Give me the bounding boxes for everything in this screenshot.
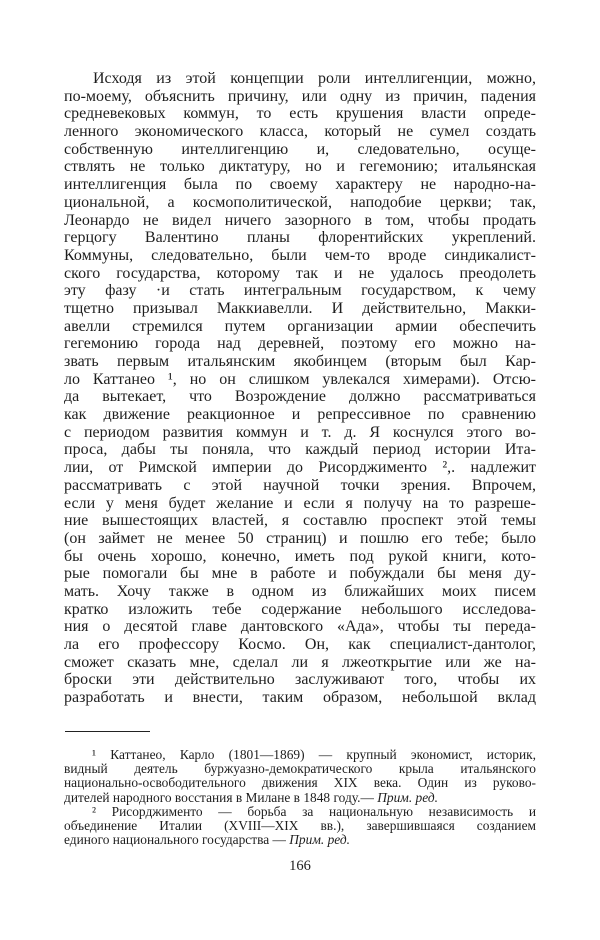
text-line: герцогу Валентино планы флорентийских укреплений.	[64, 229, 536, 247]
page-number: 166	[289, 858, 311, 874]
text-line: кратко изложить тебе содержание небольшого исследова-	[64, 600, 536, 618]
footnote-1-line: дителей народного восстания в Милане в 1848 году.— Прим. ред.	[64, 790, 438, 805]
footnote-2-line: единого национального государства — Прим. ред.	[64, 833, 350, 848]
text-line: бы очень хорошо, конечно, иметь под рукой книги, кото-	[64, 547, 536, 565]
text-line: лии, от Римской империи до Рисорджименто ²,. надлежит	[64, 459, 536, 477]
footnote-1-line: ¹ Каттанео, Карло (1801—1869) — крупный экономист, историк,	[92, 748, 536, 762]
text-line: циональной, а космополитической, наподобие церкви; так,	[64, 193, 536, 211]
text-line: Исходя из этой концепции роли интеллигенции, можно,	[93, 70, 536, 87]
text-line: да вытекает, что Возрождение должно рассматриваться	[64, 388, 536, 406]
text-line: ленного экономического класса, который не сумел создать	[64, 123, 536, 141]
text-line: интеллигенция была по своему характеру не народно-на-	[64, 176, 536, 194]
editor-note: Прим. ред.	[289, 833, 350, 848]
footnote-separator	[65, 731, 150, 732]
footnotes	[64, 748, 536, 847]
text-line: ние вышестоящих властей, я составлю проспект этой темы	[64, 512, 536, 530]
text-line: разработать и внести, таким образом, небольшой вклад	[64, 689, 536, 707]
text-line: по-моему, объяснить причину, или одну из причин, падения	[64, 87, 536, 105]
text-line: проса, дабы ты поняла, что каждый период истории Ита-	[64, 441, 536, 459]
text-line: рассматривать с этой научной точки зрения. Впрочем,	[64, 476, 536, 494]
text-line: ствлять не только диктатуру, но и гегемонию; итальянская	[64, 158, 536, 176]
text-line: как движение реакционное и репрессивное по сравнению	[64, 406, 536, 424]
body-text	[64, 70, 536, 707]
text-line: броски эти действительно заслуживают того, чтобы их	[64, 671, 536, 689]
text-line: рые помогали бы мне в работе и побуждали бы меня ду-	[64, 565, 536, 583]
text-line: Коммуны, следовательно, были чем-то вроде синдикалист-	[64, 246, 536, 264]
text-line: эту фазу ·и стать интегральным государством, к чему	[64, 282, 536, 300]
text-line: гегемонию города над деревней, поэтому его можно на-	[64, 335, 536, 353]
footnote-1-line: видный деятель буржуазно-демократического крыла итальянского	[64, 762, 536, 777]
footnote-1-line: национально-освободительного движения XIX века. Один из руково-	[64, 776, 536, 791]
editor-note: Прим. ред.	[377, 790, 438, 805]
text-line: тщетно призывал Маккиавелли. И действительно, Макки-	[64, 299, 536, 317]
text-line: сможет сказать мне, сделал ли я лжеоткрытие или же на-	[64, 653, 536, 671]
text-line: звать первым итальянским якобинцем (вторым был Кар-	[64, 353, 536, 370]
footnote-2-line: объединение Италии (XVIII—XIX вв.), завершившаяся созданием	[64, 818, 536, 833]
text-line: ского государства, которому так и не удалось преодолеть	[64, 264, 536, 282]
text-line: ло Каттанео ¹, но он слишком увлекался химерами). Отсю-	[64, 370, 536, 388]
text-line: (он займет не менее 50 страниц) и пошлю его тебе; было	[64, 529, 536, 547]
text-line: Леонардо не видел ничего зазорного в том, чтобы продать	[64, 211, 536, 229]
text-line: ла его профессору Космо. Он, как специалист-дантолог,	[64, 636, 536, 653]
footnote-2-line: ² Рисорджименто — борьба за национальную независимость и	[92, 804, 536, 819]
text-line: мать. Хочу также в одном из ближайших моих писем	[64, 582, 536, 600]
text-line: средневековых коммун, то есть крушения власти опреде-	[64, 105, 536, 123]
text-line: собственную интеллигенцию и, следовательно, осуще-	[64, 140, 536, 158]
text-line: ния о десятой главе дантовского «Ада», чтобы ты переда-	[64, 618, 536, 636]
text-line: с периодом развития коммун и т. д. Я коснулся этого во-	[64, 423, 536, 441]
text-line: авелли стремился путем организации армии обеспечить	[64, 317, 536, 335]
text-line: если у меня будет желание и если я получу на то разреше-	[64, 494, 536, 512]
